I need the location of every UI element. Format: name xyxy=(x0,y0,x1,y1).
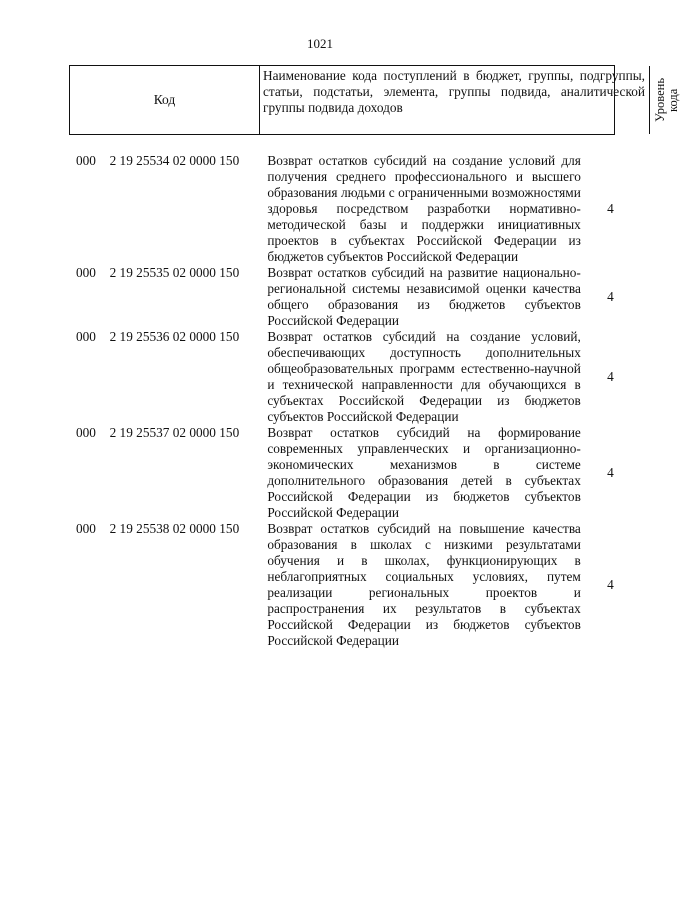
table-row xyxy=(0,265,640,329)
row-level: 4 xyxy=(607,577,614,592)
table-body xyxy=(0,153,640,649)
header-name-label: Наименование кода поступлений в бюджет, группы, подгруппы, статьи, подстатьи, элемента, группы подвида, аналитической группы подвида доходов xyxy=(263,68,645,115)
header-code-cell xyxy=(70,66,260,134)
row-name: Возврат остатков субсидий на формирование современных управленческих и организационно-экономических механизмов в системе дополнительного образования детей в субъектах Российской Федерации из бюджетов субъектов Российской Федерации xyxy=(267,425,581,520)
row-prefix: 000 xyxy=(76,153,96,168)
row-level: 4 xyxy=(607,201,614,216)
table-row xyxy=(0,521,640,649)
header-level-cell xyxy=(650,66,684,134)
header-name-cell xyxy=(260,66,650,134)
row-level: 4 xyxy=(607,369,614,384)
row-name: Возврат остатков субсидий на создание условий, обеспечивающих доступность дополнительных общеобразовательных программ естественно-научной и технической направленности для обучающихся в субъектах Российской Федерации из бюджетов субъектов Российской Федерации xyxy=(267,329,581,424)
row-code: 2 19 25537 02 0000 150 xyxy=(109,425,240,440)
row-prefix: 000 xyxy=(76,425,96,440)
row-prefix: 000 xyxy=(76,521,96,536)
row-prefix: 000 xyxy=(76,265,96,280)
row-level: 4 xyxy=(607,465,614,480)
header-level-label: Уровень кода xyxy=(653,77,680,123)
row-name: Возврат остатков субсидий на создание условий для получения среднего профессионального и высшего образования людьми с ограниченными возможностями здоровья посредством разработки нормативно-методической базы и поддержки инициативных проектов в субъектах Российской Федерации из бюджетов субъектов Российской Федерации xyxy=(267,153,581,264)
row-code: 2 19 25538 02 0000 150 xyxy=(109,521,240,536)
row-code: 2 19 25534 02 0000 150 xyxy=(109,153,240,168)
row-prefix: 000 xyxy=(76,329,96,344)
row-level: 4 xyxy=(607,289,614,304)
row-code: 2 19 25535 02 0000 150 xyxy=(109,265,240,280)
table-header xyxy=(69,65,680,135)
header-code-label: Код xyxy=(153,92,176,107)
table-row xyxy=(0,329,640,425)
table-row xyxy=(0,153,640,265)
row-name: Возврат остатков субсидий на развитие национально-региональной системы независимой оценки качества общего образования из бюджетов субъектов Российской Федерации xyxy=(267,265,581,328)
table-row xyxy=(0,425,640,521)
row-code: 2 19 25536 02 0000 150 xyxy=(109,329,240,344)
page-number: 1021 xyxy=(307,36,333,51)
row-name: Возврат остатков субсидий на повышение качества образования в школах с низкими результатами обучения и в школах, функционирующих в неблагоприятных социальных условиях, путем реализации региональных проектов и распространения их результатов в субъектах Российской Федерации из бюджетов субъектов Российской Федерации xyxy=(267,521,581,648)
